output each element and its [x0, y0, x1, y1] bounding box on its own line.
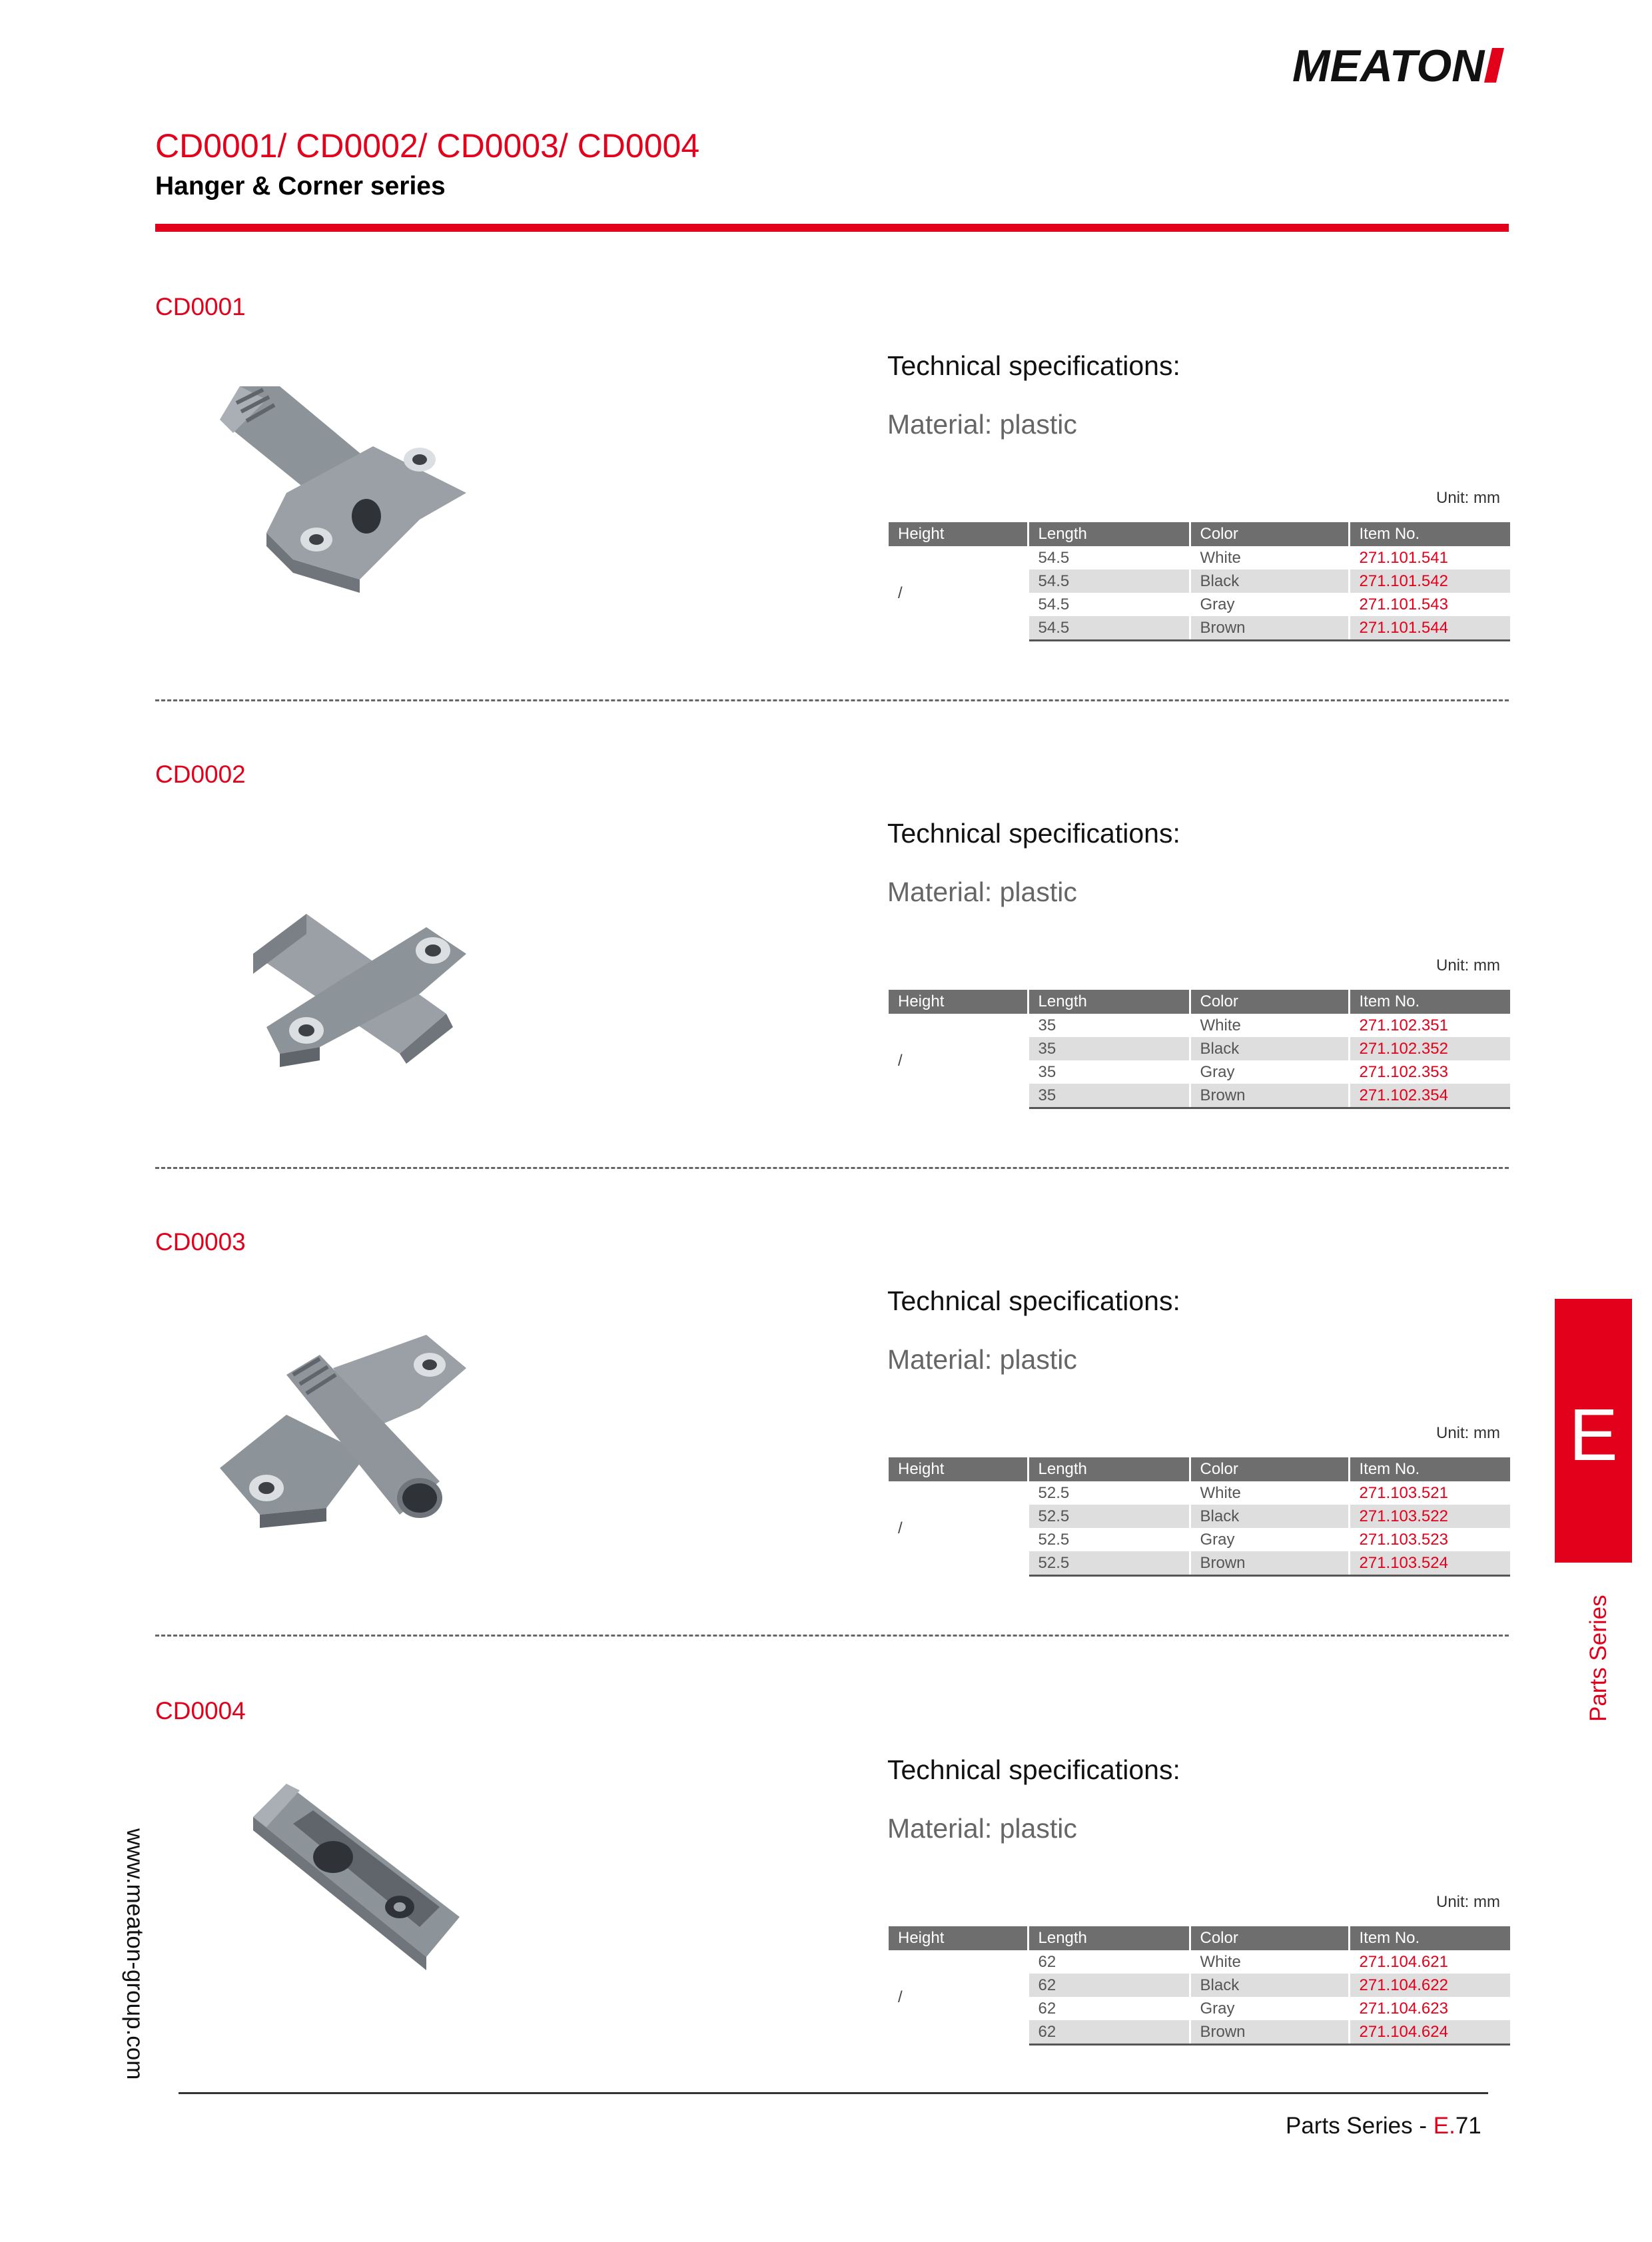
- length-cell: 54.5: [1028, 616, 1190, 641]
- footer-page-label: [1286, 2113, 1481, 2139]
- col-length: Length: [1028, 990, 1190, 1014]
- table-row: [889, 1950, 1510, 1974]
- length-cell: 62: [1028, 1974, 1190, 1997]
- color-cell: White: [1190, 1014, 1349, 1037]
- item-no-cell: 271.102.353: [1359, 1062, 1448, 1081]
- unit-label: Unit: mm: [1436, 956, 1500, 974]
- color-cell: Gray: [1190, 593, 1349, 616]
- col-item-no: Item No.: [1349, 990, 1510, 1014]
- col-item-no: Item No.: [1349, 522, 1510, 546]
- item-no-cell: 271.103.524: [1349, 1551, 1510, 1576]
- color-cell: Brown: [1190, 1551, 1349, 1576]
- footer-section-letter: E.: [1433, 2113, 1455, 2139]
- item-no-cell: 271.104.621: [1359, 1952, 1448, 1971]
- spec-material: Material: plastic: [887, 409, 1077, 440]
- footer-series-label: Parts Series -: [1286, 2113, 1434, 2139]
- col-height: Height: [889, 1457, 1028, 1481]
- height-cell: /: [889, 1014, 1028, 1108]
- item-no-cell: 271.104.624: [1349, 2020, 1510, 2045]
- item-no-cell: 271.104.623: [1359, 1999, 1448, 2018]
- cd0004-product-image: [200, 1764, 493, 2017]
- col-color: Color: [1190, 1926, 1349, 1950]
- height-cell: /: [889, 1950, 1028, 2045]
- color-cell: Gray: [1190, 1060, 1349, 1084]
- color-cell: Gray: [1190, 1528, 1349, 1551]
- col-color: Color: [1190, 990, 1349, 1014]
- color-cell: Gray: [1190, 1997, 1349, 2020]
- color-cell: Black: [1190, 569, 1349, 593]
- product-section-cd0001: [0, 0, 1652, 637]
- color-cell: Black: [1190, 1505, 1349, 1528]
- logo-text: MEATON: [1292, 41, 1485, 91]
- length-cell: 52.5: [1028, 1481, 1190, 1505]
- length-cell: 54.5: [1028, 546, 1190, 569]
- length-cell: 52.5: [1028, 1528, 1190, 1551]
- spec-material: Material: plastic: [887, 1344, 1077, 1375]
- spec-heading: Technical specifications:: [887, 1754, 1180, 1785]
- product-code: CD0004: [155, 1697, 246, 1724]
- side-tab-label: Parts Series: [1585, 1595, 1611, 1722]
- table-header-row: [889, 1926, 1510, 1950]
- length-cell: 62: [1028, 1997, 1190, 2020]
- color-cell: Black: [1190, 1974, 1349, 1997]
- page-subtitle: Hanger & Corner series: [155, 172, 446, 200]
- item-no-cell: 271.101.542: [1349, 569, 1510, 593]
- height-cell: /: [889, 1481, 1028, 1576]
- height-cell: /: [889, 546, 1028, 641]
- product-code: CD0002: [155, 761, 246, 788]
- product-section-cd0003: [0, 935, 1652, 1572]
- side-tab-letter: E: [1569, 1394, 1618, 1476]
- length-cell: 54.5: [1028, 593, 1190, 616]
- length-cell: 62: [1028, 2020, 1190, 2045]
- length-cell: 35: [1028, 1014, 1190, 1037]
- col-item-no: Item No.: [1349, 1457, 1510, 1481]
- footer-page-number: 71: [1455, 2113, 1481, 2139]
- length-cell: 52.5: [1028, 1505, 1190, 1528]
- spec-material: Material: plastic: [887, 877, 1077, 907]
- unit-label: Unit: mm: [1436, 1424, 1500, 1442]
- item-no-cell: 271.101.544: [1349, 616, 1510, 641]
- length-cell: 62: [1028, 1950, 1190, 1974]
- spec-heading: Technical specifications:: [887, 350, 1180, 381]
- item-no-cell: 271.103.523: [1359, 1530, 1448, 1549]
- color-cell: White: [1190, 1481, 1349, 1505]
- footer-rule: [179, 2092, 1488, 2094]
- col-color: Color: [1190, 1457, 1349, 1481]
- color-cell: Black: [1190, 1037, 1349, 1060]
- product-section-cd0002: [0, 468, 1652, 1104]
- col-color: Color: [1190, 522, 1349, 546]
- product-code: CD0001: [155, 293, 246, 320]
- spec-heading: Technical specifications:: [887, 818, 1180, 849]
- length-cell: 35: [1028, 1037, 1190, 1060]
- unit-label: Unit: mm: [1436, 489, 1500, 507]
- color-cell: Brown: [1190, 2020, 1349, 2045]
- item-no-cell: 271.101.543: [1359, 595, 1448, 613]
- col-item-no: Item No.: [1349, 1926, 1510, 1950]
- col-length: Length: [1028, 1457, 1190, 1481]
- item-no-cell: 271.101.541: [1359, 548, 1448, 567]
- length-cell: 35: [1028, 1084, 1190, 1108]
- unit-label: Unit: mm: [1436, 1893, 1500, 1911]
- color-cell: White: [1190, 546, 1349, 569]
- spec-table: [889, 1926, 1510, 2046]
- item-no-cell: 271.103.522: [1349, 1505, 1510, 1528]
- length-cell: 35: [1028, 1060, 1190, 1084]
- product-code: CD0003: [155, 1228, 246, 1256]
- color-cell: Brown: [1190, 616, 1349, 641]
- col-length: Length: [1028, 522, 1190, 546]
- col-length: Length: [1028, 1926, 1190, 1950]
- col-height: Height: [889, 522, 1028, 546]
- spec-material: Material: plastic: [887, 1813, 1077, 1844]
- length-cell: 52.5: [1028, 1551, 1190, 1576]
- col-height: Height: [889, 990, 1028, 1014]
- col-height: Height: [889, 1926, 1028, 1950]
- item-no-cell: 271.103.521: [1359, 1483, 1448, 1502]
- item-no-cell: 271.102.354: [1349, 1084, 1510, 1108]
- item-no-cell: 271.102.352: [1349, 1037, 1510, 1060]
- item-no-cell: 271.104.622: [1349, 1974, 1510, 1997]
- spec-heading: Technical specifications:: [887, 1286, 1180, 1316]
- color-cell: White: [1190, 1950, 1349, 1974]
- color-cell: Brown: [1190, 1084, 1349, 1108]
- page-title: CD0001/ CD0002/ CD0003/ CD0004: [155, 127, 700, 165]
- length-cell: 54.5: [1028, 569, 1190, 593]
- website-url: www.meaton-group.com: [122, 1828, 148, 2080]
- item-no-cell: 271.102.351: [1359, 1016, 1448, 1034]
